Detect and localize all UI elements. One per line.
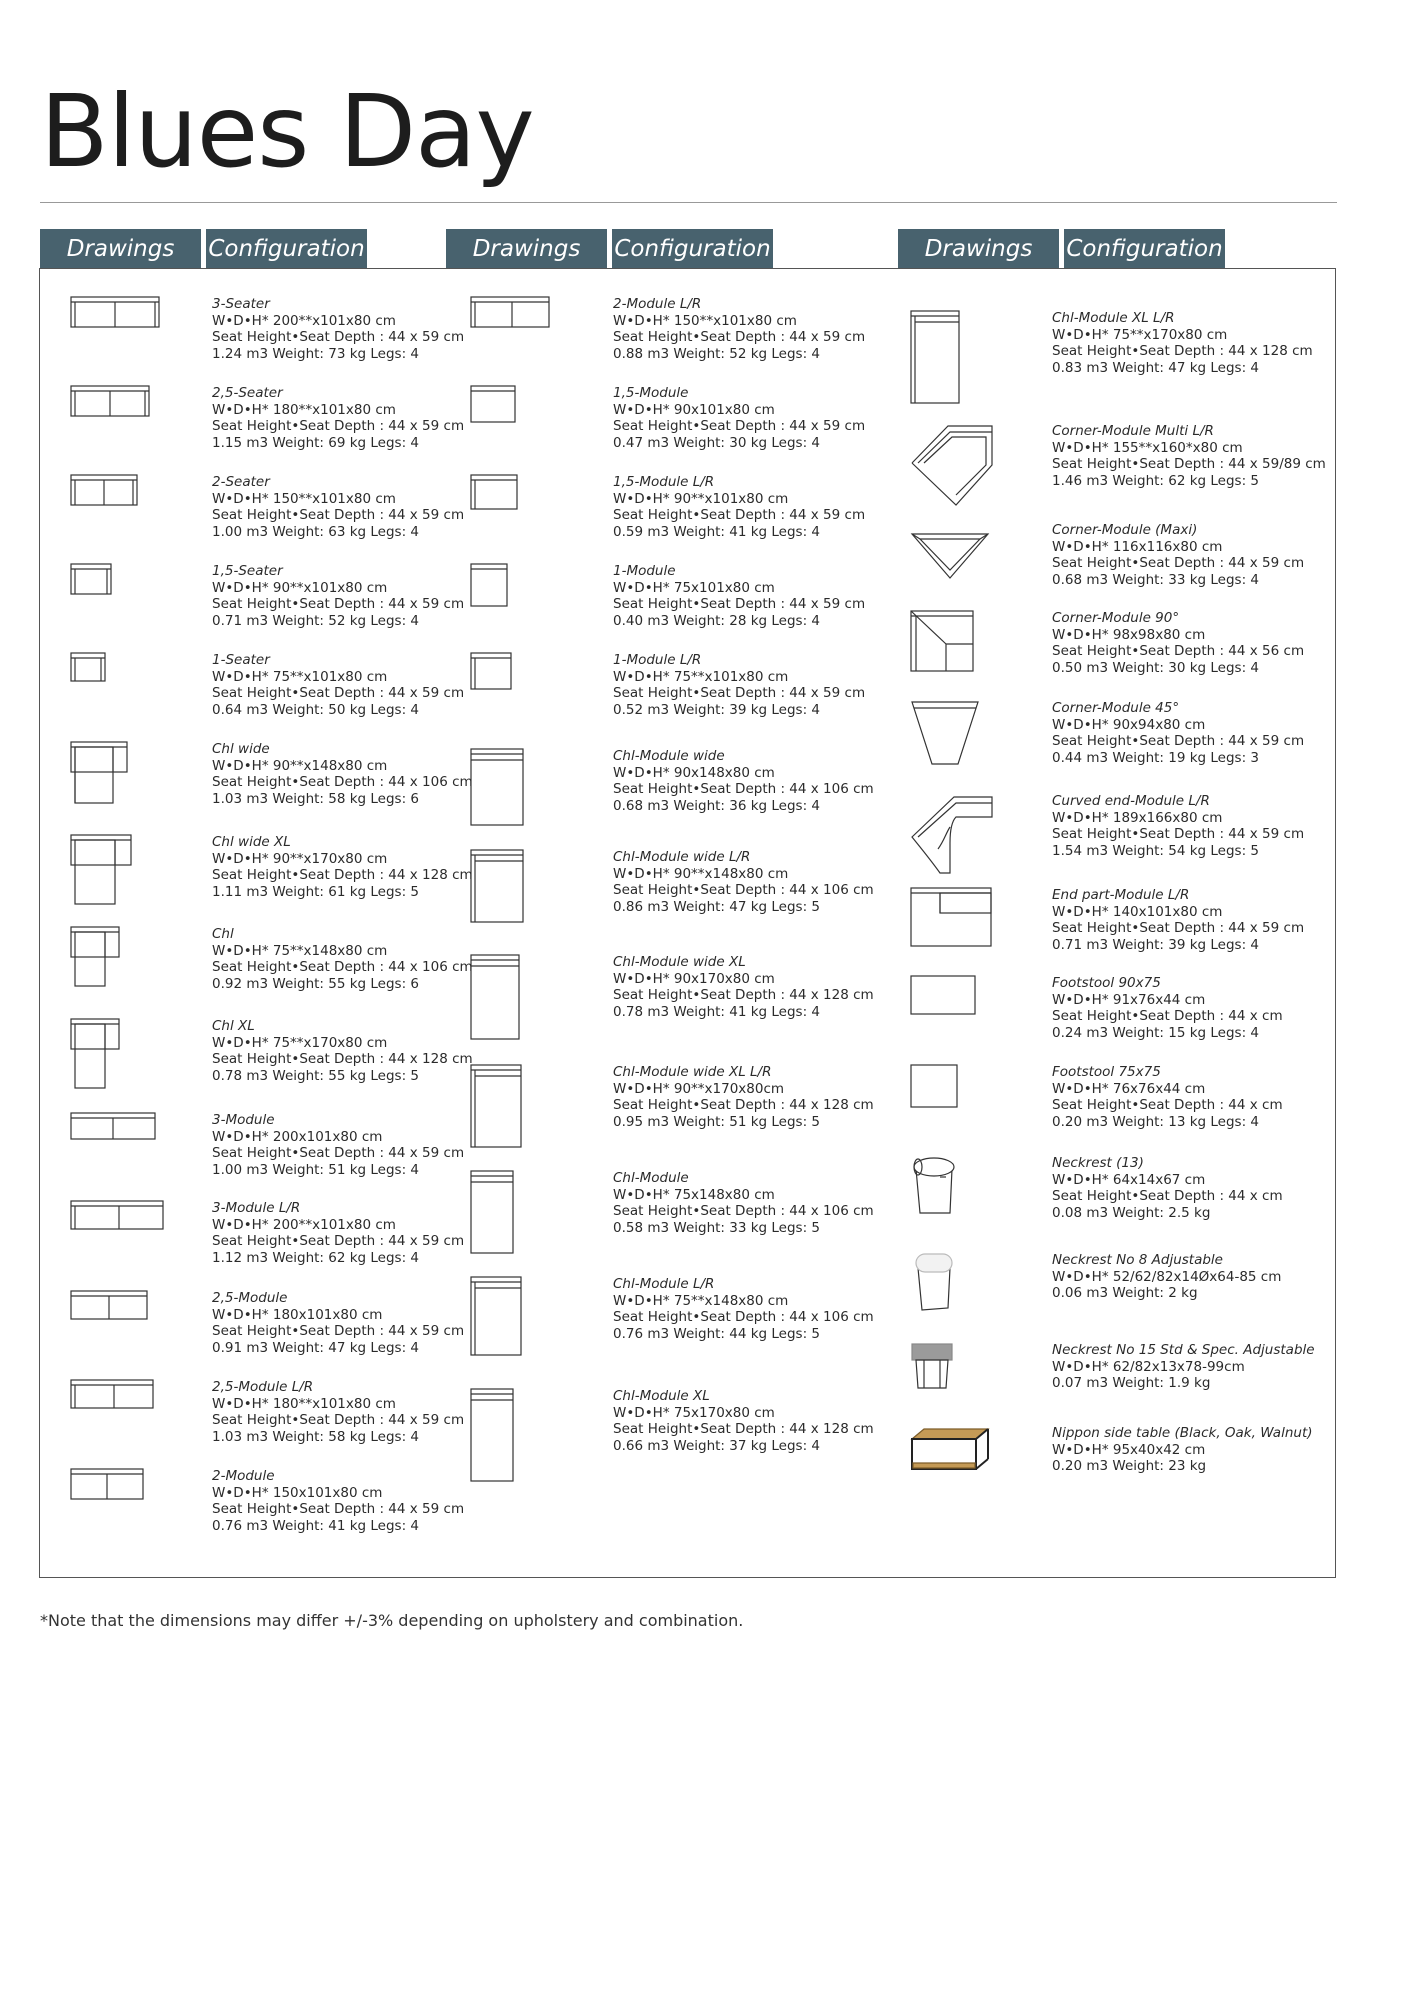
tab-drawings-col2: Drawings	[446, 229, 607, 269]
product-name: Corner-Module (Maxi)	[1052, 522, 1198, 538]
volume-weight-legs: 1.12 m3 Weight: 62 kg Legs: 4	[212, 1249, 420, 1266]
drawing-foot7575-icon	[910, 1064, 958, 1108]
product-name: 1-Seater	[212, 652, 270, 668]
configuration-entry	[212, 385, 464, 451]
product-name: Neckrest No 8 Adjustable	[1052, 1252, 1223, 1268]
product-dimensions: W•D•H* 75**x148x80 cm	[613, 1292, 789, 1309]
seat-dimensions: Seat Height•Seat Depth : 44 x 59 cm	[1052, 733, 1305, 749]
seat-dimensions: Seat Height•Seat Depth : 44 x 128 cm	[613, 987, 874, 1003]
volume-weight-legs: 0.68 m3 Weight: 33 kg Legs: 4	[1052, 571, 1260, 588]
configuration-entry	[212, 1468, 464, 1534]
product-dimensions: W•D•H* 64x14x67 cm	[1052, 1171, 1206, 1188]
product-dimensions: W•D•H* 90**x148x80 cm	[212, 757, 388, 774]
drawing-chlxl-icon	[70, 1018, 120, 1090]
product-name: 1,5-Module	[613, 385, 689, 401]
product-dimensions: W•D•H* 75**x101x80 cm	[212, 668, 388, 685]
volume-weight-legs: 0.66 m3 Weight: 37 kg Legs: 4	[613, 1437, 821, 1454]
product-name: Nippon side table (Black, Oak, Walnut)	[1052, 1425, 1313, 1441]
drawing-corner45-icon	[910, 700, 980, 766]
seat-dimensions: Seat Height•Seat Depth : 44 x 106 cm	[212, 959, 473, 975]
seat-dimensions: Seat Height•Seat Depth : 44 x 128 cm	[613, 1421, 874, 1437]
drawing-chlmodwidexl-icon	[470, 954, 520, 1040]
seat-dimensions: Seat Height•Seat Depth : 44 x 56 cm	[1052, 643, 1305, 659]
volume-weight-legs: 1.46 m3 Weight: 62 kg Legs: 5	[1052, 472, 1260, 489]
configuration-entry	[1052, 610, 1304, 676]
volume-weight-legs: 0.58 m3 Weight: 33 kg Legs: 5	[613, 1219, 821, 1236]
seat-dimensions: Seat Height•Seat Depth : 44 x 59 cm	[613, 596, 866, 612]
volume-weight-legs: 1.15 m3 Weight: 69 kg Legs: 4	[212, 434, 420, 451]
volume-weight-legs: 0.78 m3 Weight: 41 kg Legs: 4	[613, 1003, 821, 1020]
drawing-sofa2-icon	[70, 474, 138, 506]
product-name: Chl-Module wide	[613, 748, 725, 764]
product-name: 1,5-Seater	[212, 563, 283, 579]
drawing-mod25lr-icon	[70, 1379, 154, 1409]
product-name: Chl wide	[212, 741, 270, 757]
product-name: Chl-Module L/R	[613, 1276, 715, 1292]
drawing-sofa15-icon	[70, 563, 112, 595]
product-dimensions: W•D•H* 91x76x44 cm	[1052, 991, 1206, 1008]
product-dimensions: W•D•H* 95x40x42 cm	[1052, 1441, 1206, 1458]
product-name: Chl	[212, 926, 234, 942]
configuration-entry	[212, 652, 464, 718]
seat-dimensions: Seat Height•Seat Depth : 44 x 59 cm	[613, 418, 866, 434]
product-name: Footstool 75x75	[1052, 1064, 1161, 1080]
drawing-chlmodwidexllr-icon	[470, 1064, 522, 1148]
product-name: Corner-Module 90°	[1052, 610, 1180, 626]
configuration-entry	[1052, 310, 1313, 376]
volume-weight-legs: 1.03 m3 Weight: 58 kg Legs: 4	[212, 1428, 420, 1445]
drawing-mod3-icon	[70, 1112, 156, 1140]
seat-dimensions: Seat Height•Seat Depth : 44 x 59 cm	[212, 685, 465, 701]
seat-dimensions: Seat Height•Seat Depth : 44 x 59 cm	[212, 1145, 465, 1161]
product-name: 3-Seater	[212, 296, 270, 312]
seat-dimensions: Seat Height•Seat Depth : 44 x 59 cm	[212, 1233, 465, 1249]
seat-dimensions: Seat Height•Seat Depth : 44 x 59 cm	[212, 1501, 465, 1517]
volume-weight-legs: 0.95 m3 Weight: 51 kg Legs: 5	[613, 1113, 821, 1130]
product-name: End part-Module L/R	[1052, 887, 1190, 903]
configuration-entry	[613, 1276, 874, 1342]
drawing-mod15-icon	[470, 385, 516, 423]
seat-dimensions: Seat Height•Seat Depth : 44 x 59 cm	[1052, 826, 1305, 842]
volume-weight-legs: 0.68 m3 Weight: 36 kg Legs: 4	[613, 797, 821, 814]
drawing-mod2lr-icon	[470, 296, 550, 328]
drawing-chlmodxllr-icon	[910, 310, 960, 404]
drawing-curved-icon	[910, 793, 994, 875]
volume-weight-legs: 0.40 m3 Weight: 28 kg Legs: 4	[613, 612, 821, 629]
configuration-entry	[1052, 423, 1326, 489]
product-name: 2-Seater	[212, 474, 270, 490]
volume-weight-legs: 0.71 m3 Weight: 52 kg Legs: 4	[212, 612, 420, 629]
tab-configuration-col1: Configuration	[206, 229, 367, 269]
product-dimensions: W•D•H* 200**x101x80 cm	[212, 312, 396, 329]
seat-dimensions: Seat Height•Seat Depth : 44 x 59 cm	[212, 507, 465, 523]
seat-dimensions: Seat Height•Seat Depth : 44 x 128 cm	[212, 867, 473, 883]
configuration-entry	[1052, 1252, 1281, 1302]
configuration-entry	[613, 296, 865, 362]
configuration-entry	[212, 834, 473, 900]
drawing-chl-icon	[70, 926, 120, 988]
volume-weight-legs: 0.52 m3 Weight: 39 kg Legs: 4	[613, 701, 821, 718]
product-name: Chl-Module XL L/R	[1052, 310, 1175, 326]
volume-weight-legs: 0.91 m3 Weight: 47 kg Legs: 4	[212, 1339, 420, 1356]
product-name: 1,5-Module L/R	[613, 474, 715, 490]
title-divider	[40, 202, 1337, 203]
configuration-entry	[613, 849, 874, 915]
volume-weight-legs: 0.78 m3 Weight: 55 kg Legs: 5	[212, 1067, 420, 1084]
configuration-entry	[613, 652, 865, 718]
product-dimensions: W•D•H* 189x166x80 cm	[1052, 809, 1223, 826]
configuration-entry	[212, 1290, 464, 1356]
product-dimensions: W•D•H* 76x76x44 cm	[1052, 1080, 1206, 1097]
product-name: 2-Module	[212, 1468, 275, 1484]
product-dimensions: W•D•H* 150x101x80 cm	[212, 1484, 383, 1501]
product-dimensions: W•D•H* 180**x101x80 cm	[212, 401, 396, 418]
product-name: Footstool 90x75	[1052, 975, 1161, 991]
product-dimensions: W•D•H* 200x101x80 cm	[212, 1128, 383, 1145]
seat-dimensions: Seat Height•Seat Depth : 44 x cm	[1052, 1097, 1283, 1113]
product-dimensions: W•D•H* 90**x170x80 cm	[212, 850, 388, 867]
seat-dimensions: Seat Height•Seat Depth : 44 x 59 cm	[212, 596, 465, 612]
configuration-entry	[1052, 793, 1304, 859]
product-name: Chl-Module wide XL	[613, 954, 746, 970]
product-name: Chl-Module	[613, 1170, 689, 1186]
product-dimensions: W•D•H* 62/82x13x78-99cm	[1052, 1358, 1245, 1375]
seat-dimensions: Seat Height•Seat Depth : 44 x cm	[1052, 1188, 1283, 1204]
configuration-entry	[613, 1170, 874, 1236]
product-name: Chl wide XL	[212, 834, 291, 850]
product-name: 2,5-Module L/R	[212, 1379, 314, 1395]
product-dimensions: W•D•H* 180x101x80 cm	[212, 1306, 383, 1323]
product-dimensions: W•D•H* 155**x160*x80 cm	[1052, 439, 1243, 456]
product-dimensions: W•D•H* 90**x101x80 cm	[613, 490, 789, 507]
page-title: Blues Day	[40, 73, 534, 190]
drawing-chlwidexl-icon	[70, 834, 132, 906]
product-name: 2,5-Module	[212, 1290, 288, 1306]
drawing-neck15-icon	[910, 1342, 954, 1392]
seat-dimensions: Seat Height•Seat Depth : 44 x 106 cm	[212, 774, 473, 790]
product-name: 3-Module L/R	[212, 1200, 301, 1216]
product-name: 2-Module L/R	[613, 296, 702, 312]
product-dimensions: W•D•H* 180**x101x80 cm	[212, 1395, 396, 1412]
drawing-mod1-icon	[470, 563, 508, 607]
drawing-sofa3-icon	[70, 296, 160, 328]
seat-dimensions: Seat Height•Seat Depth : 44 x 59 cm	[212, 329, 465, 345]
drawing-cornermulti-icon	[910, 423, 994, 507]
product-dimensions: W•D•H* 140x101x80 cm	[1052, 903, 1223, 920]
volume-weight-legs: 1.00 m3 Weight: 63 kg Legs: 4	[212, 523, 420, 540]
product-name: Chl XL	[212, 1018, 255, 1034]
drawing-mod2-icon	[70, 1468, 144, 1500]
seat-dimensions: Seat Height•Seat Depth : 44 x 106 cm	[613, 1203, 874, 1219]
seat-dimensions: Seat Height•Seat Depth : 44 x 106 cm	[613, 781, 874, 797]
volume-weight-legs: 0.06 m3 Weight: 2 kg	[1052, 1285, 1198, 1301]
product-dimensions: W•D•H* 150**x101x80 cm	[613, 312, 797, 329]
product-dimensions: W•D•H* 90**x101x80 cm	[212, 579, 388, 596]
volume-weight-legs: 0.50 m3 Weight: 30 kg Legs: 4	[1052, 659, 1260, 676]
volume-weight-legs: 1.00 m3 Weight: 51 kg Legs: 4	[212, 1161, 420, 1178]
product-name: Chl-Module wide L/R	[613, 849, 751, 865]
configuration-entry	[1052, 1064, 1283, 1130]
seat-dimensions: Seat Height•Seat Depth : 44 x 59/89 cm	[1052, 456, 1326, 472]
configuration-entry	[1052, 1155, 1283, 1221]
configuration-entry	[1052, 700, 1304, 766]
seat-dimensions: Seat Height•Seat Depth : 44 x 59 cm	[613, 685, 866, 701]
product-dimensions: W•D•H* 98x98x80 cm	[1052, 626, 1206, 643]
configuration-entry	[1052, 1425, 1313, 1475]
configuration-entry	[1052, 1342, 1315, 1392]
product-dimensions: W•D•H* 116x116x80 cm	[1052, 538, 1223, 555]
drawing-sofa1-icon	[70, 652, 106, 682]
product-name: Corner-Module Multi L/R	[1052, 423, 1214, 439]
drawing-foot9075-icon	[910, 975, 976, 1015]
drawing-sofa25-icon	[70, 385, 150, 417]
seat-dimensions: Seat Height•Seat Depth : 44 x 106 cm	[613, 882, 874, 898]
volume-weight-legs: 1.54 m3 Weight: 54 kg Legs: 5	[1052, 842, 1260, 859]
drawing-endpart-icon	[910, 887, 992, 947]
drawing-mod15lr-icon	[470, 474, 518, 510]
volume-weight-legs: 1.11 m3 Weight: 61 kg Legs: 5	[212, 883, 420, 900]
drawing-chlmodwide-icon	[470, 748, 524, 826]
seat-dimensions: Seat Height•Seat Depth : 44 x 59 cm	[212, 1412, 465, 1428]
seat-dimensions: Seat Height•Seat Depth : 44 x 59 cm	[1052, 555, 1305, 571]
drawing-neck13-icon	[910, 1155, 958, 1217]
product-name: Neckrest (13)	[1052, 1155, 1144, 1171]
product-dimensions: W•D•H* 75x148x80 cm	[613, 1186, 775, 1203]
tab-drawings-col1: Drawings	[40, 229, 201, 269]
configuration-entry	[1052, 522, 1304, 588]
configuration-entry	[613, 474, 865, 540]
drawing-chlmod-icon	[470, 1170, 514, 1254]
product-name: 1-Module L/R	[613, 652, 702, 668]
volume-weight-legs: 1.03 m3 Weight: 58 kg Legs: 6	[212, 790, 420, 807]
product-dimensions: W•D•H* 75**x170x80 cm	[212, 1034, 388, 1051]
product-dimensions: W•D•H* 75**x170x80 cm	[1052, 326, 1228, 343]
product-name: 2,5-Seater	[212, 385, 283, 401]
product-dimensions: W•D•H* 90**x148x80 cm	[613, 865, 789, 882]
configuration-entry	[212, 474, 464, 540]
volume-weight-legs: 0.44 m3 Weight: 19 kg Legs: 3	[1052, 749, 1260, 766]
seat-dimensions: Seat Height•Seat Depth : 44 x 59 cm	[613, 329, 866, 345]
seat-dimensions: Seat Height•Seat Depth : 44 x 59 cm	[212, 1323, 465, 1339]
volume-weight-legs: 0.20 m3 Weight: 23 kg	[1052, 1458, 1207, 1474]
volume-weight-legs: 0.07 m3 Weight: 1.9 kg	[1052, 1375, 1211, 1391]
volume-weight-legs: 1.24 m3 Weight: 73 kg Legs: 4	[212, 345, 420, 362]
product-dimensions: W•D•H* 52/62/82x14Øx64-85 cm	[1052, 1268, 1282, 1285]
product-dimensions: W•D•H* 75x101x80 cm	[613, 579, 775, 596]
volume-weight-legs: 0.64 m3 Weight: 50 kg Legs: 4	[212, 701, 420, 718]
drawing-mod3lr-icon	[70, 1200, 164, 1230]
configuration-entry	[212, 926, 473, 992]
configuration-entry	[613, 954, 874, 1020]
product-dimensions: W•D•H* 90**x170x80cm	[613, 1080, 785, 1097]
seat-dimensions: Seat Height•Seat Depth : 44 x cm	[1052, 1008, 1283, 1024]
configuration-entry	[212, 1200, 464, 1266]
product-dimensions: W•D•H* 75x170x80 cm	[613, 1404, 775, 1421]
tab-configuration-col2: Configuration	[612, 229, 773, 269]
configuration-entry	[613, 1064, 874, 1130]
configuration-entry	[212, 1379, 464, 1445]
seat-dimensions: Seat Height•Seat Depth : 44 x 59 cm	[212, 418, 465, 434]
configuration-entry	[212, 1018, 473, 1084]
volume-weight-legs: 0.47 m3 Weight: 30 kg Legs: 4	[613, 434, 821, 451]
seat-dimensions: Seat Height•Seat Depth : 44 x 128 cm	[1052, 343, 1313, 359]
seat-dimensions: Seat Height•Seat Depth : 44 x 59 cm	[1052, 920, 1305, 936]
volume-weight-legs: 0.92 m3 Weight: 55 kg Legs: 6	[212, 975, 420, 992]
configuration-entry	[613, 385, 865, 451]
product-dimensions: W•D•H* 90x148x80 cm	[613, 764, 775, 781]
configuration-entry	[212, 296, 464, 362]
configuration-entry	[1052, 887, 1304, 953]
tab-configuration-col3: Configuration	[1064, 229, 1225, 269]
seat-dimensions: Seat Height•Seat Depth : 44 x 106 cm	[613, 1309, 874, 1325]
configuration-entry	[212, 1112, 464, 1178]
product-dimensions: W•D•H* 150**x101x80 cm	[212, 490, 396, 507]
product-name: Curved end-Module L/R	[1052, 793, 1210, 809]
volume-weight-legs: 0.86 m3 Weight: 47 kg Legs: 5	[613, 898, 821, 915]
product-name: 1-Module	[613, 563, 676, 579]
drawing-corner90-icon	[910, 610, 974, 672]
product-dimensions: W•D•H* 200**x101x80 cm	[212, 1216, 396, 1233]
product-dimensions: W•D•H* 90x170x80 cm	[613, 970, 775, 987]
product-dimensions: W•D•H* 75**x148x80 cm	[212, 942, 388, 959]
volume-weight-legs: 0.59 m3 Weight: 41 kg Legs: 4	[613, 523, 821, 540]
volume-weight-legs: 0.88 m3 Weight: 52 kg Legs: 4	[613, 345, 821, 362]
drawing-chlmodwidelr-icon	[470, 849, 524, 923]
product-name: Chl-Module XL	[613, 1388, 710, 1404]
volume-weight-legs: 0.20 m3 Weight: 13 kg Legs: 4	[1052, 1113, 1260, 1130]
drawing-chlmodlr-icon	[470, 1276, 522, 1356]
tab-drawings-col3: Drawings	[898, 229, 1059, 269]
seat-dimensions: Seat Height•Seat Depth : 44 x 128 cm	[212, 1051, 473, 1067]
product-name: Chl-Module wide XL L/R	[613, 1064, 772, 1080]
volume-weight-legs: 0.83 m3 Weight: 47 kg Legs: 4	[1052, 359, 1260, 376]
drawing-table-icon	[910, 1425, 990, 1473]
seat-dimensions: Seat Height•Seat Depth : 44 x 59 cm	[613, 507, 866, 523]
volume-weight-legs: 0.24 m3 Weight: 15 kg Legs: 4	[1052, 1024, 1260, 1041]
configuration-entry	[613, 563, 865, 629]
drawing-cornermaxi-icon	[910, 522, 990, 582]
configuration-entry	[613, 748, 874, 814]
seat-dimensions: Seat Height•Seat Depth : 44 x 128 cm	[613, 1097, 874, 1113]
drawing-mod25-icon	[70, 1290, 148, 1320]
drawing-neck8-icon	[910, 1252, 958, 1314]
drawing-chlwide-icon	[70, 741, 128, 805]
volume-weight-legs: 0.76 m3 Weight: 44 kg Legs: 5	[613, 1325, 821, 1342]
configuration-entry	[1052, 975, 1283, 1041]
product-dimensions: W•D•H* 90x94x80 cm	[1052, 716, 1206, 733]
product-name: Corner-Module 45°	[1052, 700, 1180, 716]
configuration-entry	[212, 563, 464, 629]
dimension-note: *Note that the dimensions may differ +/-3% depending on upholstery and combination.	[40, 1611, 744, 1630]
volume-weight-legs: 0.08 m3 Weight: 2.5 kg	[1052, 1204, 1211, 1221]
volume-weight-legs: 0.76 m3 Weight: 41 kg Legs: 4	[212, 1517, 420, 1534]
product-name: Neckrest No 15 Std & Spec. Adjustable	[1052, 1342, 1315, 1358]
drawing-mod1lr-icon	[470, 652, 512, 690]
configuration-entry	[212, 741, 473, 807]
volume-weight-legs: 0.71 m3 Weight: 39 kg Legs: 4	[1052, 936, 1260, 953]
drawing-chlmodxl-icon	[470, 1388, 514, 1482]
product-dimensions: W•D•H* 75**x101x80 cm	[613, 668, 789, 685]
product-dimensions: W•D•H* 90x101x80 cm	[613, 401, 775, 418]
configuration-entry	[613, 1388, 874, 1454]
product-name: 3-Module	[212, 1112, 275, 1128]
